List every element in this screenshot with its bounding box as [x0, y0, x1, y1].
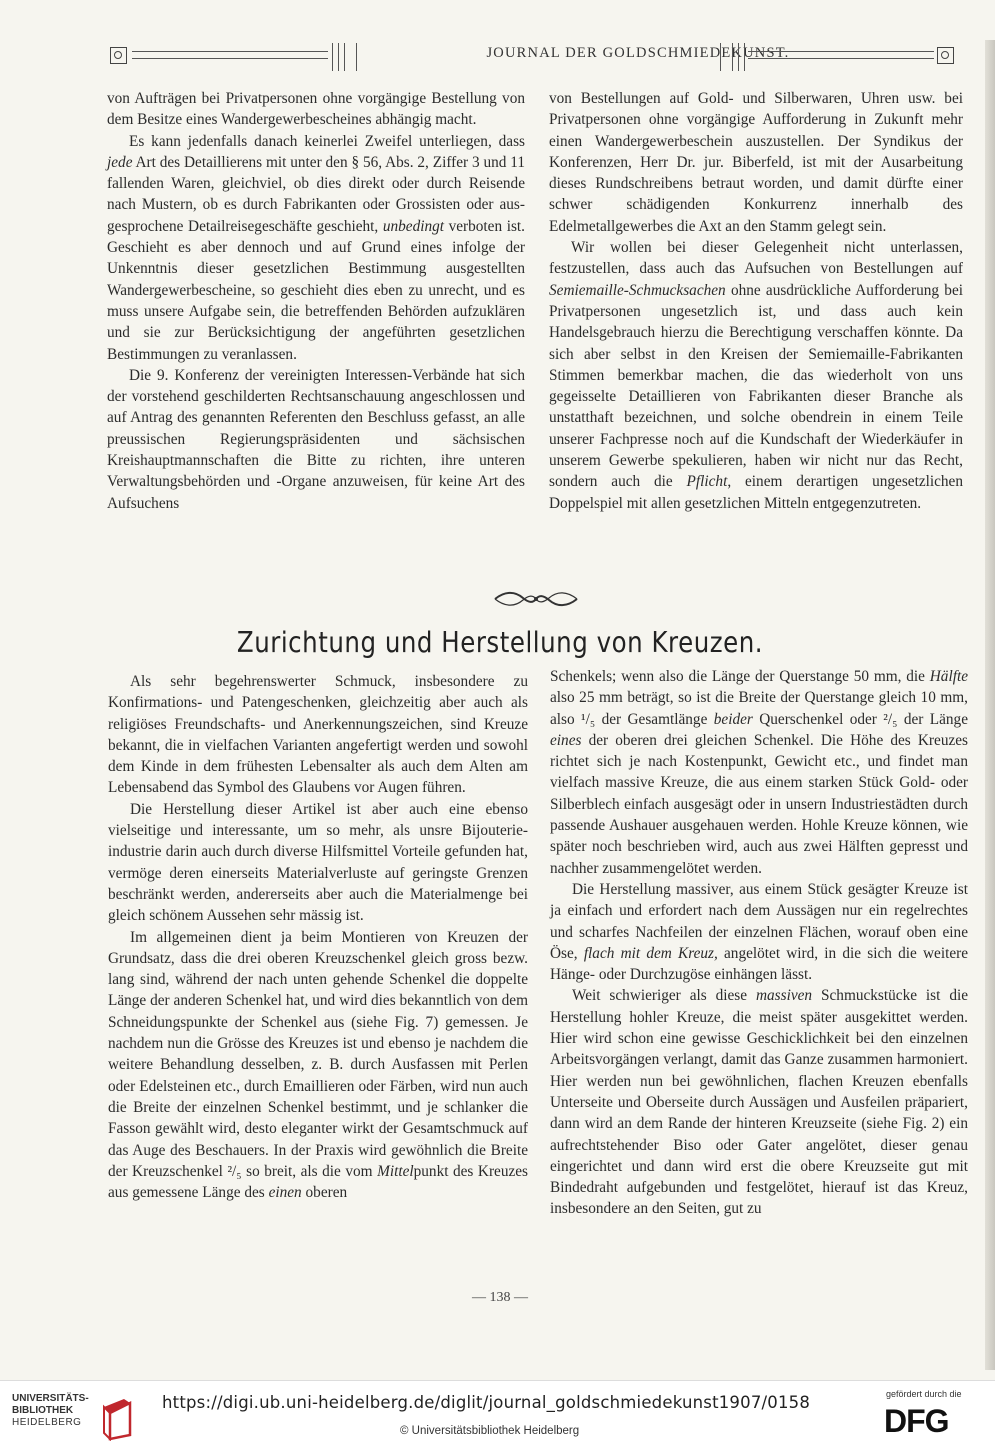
header-bar	[356, 43, 357, 71]
header-bar	[732, 43, 733, 71]
article-title: Zurichtung und Herstellung von Kreuzen.	[236, 626, 764, 659]
header-ornament-right-icon	[937, 47, 954, 64]
emphasis: einen	[268, 1184, 302, 1202]
header-bar	[738, 43, 739, 71]
emphasis: flach mit dem Kreuz,	[583, 944, 718, 962]
emphasis: Pflicht	[686, 473, 728, 491]
paragraph: Die 9. Konferenz der vereinigten Interessen-Verbände hat sich der vorstehend geschilderten Rechtsanschauung angeschlossen und auf Antrag des genannten Referenten den Beschluss gefasst, an alle preussischen Regierungspräsidenten und sächsischen Kreishauptmannschaften die Bitte zu richten, ihre unteren Verwaltungsbehörden und -Organe anzuweisen, für keine Art des Aufsuchens	[107, 366, 525, 512]
permalink-url[interactable]: https://digi.ub.uni-heidelberg.de/diglit/journal_goldschmiedekunst1907/0158	[162, 1393, 811, 1412]
text-column-bottom-left	[108, 671, 528, 1203]
paragraph: von Aufträgen bei Privatpersonen ohne vorgängige Bestellung von dem Besitze eines Wandergewerbescheines abhängig macht.	[107, 90, 525, 129]
emphasis: unbedingt	[382, 217, 445, 235]
paragraph: Die Herstellung massiver, aus einem Stück gesägter Kreuze ist ja einfach und erfordert nach dem Aussägen nur ein regelrechtes und scharfes Nachfeilen der einzelnen Flächen, worauf oben eine Öse, flach mit dem Kreuz, angelötet wird, in die sich die weitere Hänge- oder Durchzugöse einhängen lässt.	[550, 880, 968, 984]
library-name: UNIVERSITÄTS- BIBLIOTHEK HEIDELBERG	[12, 1393, 89, 1428]
text-column-top-left	[107, 88, 525, 514]
library-logo[interactable]	[12, 1393, 142, 1443]
paragraph: Im allgemeinen dient ja beim Montieren von Kreuzen der Grundsatz, dass die drei oberen Kreuzschenkel gleich gross bezw. lang sind, während der nach unten gehende Schenkel die doppelte Länge der anderen Schenkel hat, und wird dies bekanntlich von dem Schneidungspunkte der Schenkel aus (siehe Fig. 7) gemessen. Je nachdem nun die Grösse des Kreuzes ist und ebenso je nachdem die weitere Behandlung desselben, z. B. durch Ausfassen mit Perlen oder Edelsteinen etc., durch Emaillieren oder Färben, wird nun auch die Breite der einzelnen Schenkel bestimmt, und je schlanker die Fasson gewählt wird, desto eleganter wirkt der Gesamtschmuck auf das Auge des Beschauers. In der Praxis wird gewöhnlich die Breite der Kreuzschenkel ²/₅ so breit, als die vom Mittelpunkt des Kreuzes aus gemessene Länge des einen oberen	[108, 928, 529, 1202]
section-divider-ornament-icon	[493, 589, 579, 609]
paragraph: Schenkels; wenn also die Länge der Querstange 50 mm, die Hälfte also 25 mm beträgt, so ist die Breite der Querstange gleich 10 mm, also ¹/₅ der Gesamtlänge beider Querschenkel oder ²/₅ der Länge eines der oberen drei gleichen Schenkel. Die Höhe des Kreuzes richtet sich je nach Kostenpunkt, Gewicht etc., und findet man vielfach massive Kreuze, die aus einem starken Stück Gold- oder Silberblech einfach ausgesägt oder in unsern Industriestädten durch passende Aushauer ausgehauen werden. Hohle Kreuze können, wie später noch beschrieben wird, auch aus zwei Hälften gepresst und nachher zusammengelötet werden.	[550, 668, 968, 877]
emphasis: Mittel	[377, 1162, 414, 1180]
header-bar	[344, 43, 345, 71]
paragraph: Es kann jedenfalls danach keinerlei Zweifel unterliegen, dass jede Art des Detaillierens mit unter den § 56, Abs. 2, Ziffer 3 und 11 fallenden Waren, gleichviel, ob dies direkt oder durch Reisende nach Mustern, ob es durch Fabrikanten oder Grossisten oder ausgesprochene Detailreisegeschäfte geschieht, unbedingt verboten ist. Geschieht es aber dennoch und auf Grund eines infolge der Unkenntnis dieser gesetzlichen Bestimmung ausgestellten Wandergewerbescheine, so geschieht dies eben zu unrecht, und es muss unsere Aufgabe sein, die betreffenden Behörden aufzuklären und sie zur Berücksichtigung der angeführten gesetzlichen Bestimmungen zu veranlassen.	[107, 132, 525, 363]
header-ornament-left-icon	[110, 47, 127, 64]
page-edge-shadow	[985, 40, 995, 1370]
emphasis: beider	[713, 710, 753, 728]
emphasis: Semiemaille-Schmucksachen	[549, 281, 726, 299]
text-column-top-right	[549, 88, 963, 514]
page-number: — 138 —	[472, 1290, 528, 1305]
emphasis: eines	[550, 731, 582, 749]
library-mark-icon	[100, 1397, 140, 1441]
paragraph: Als sehr begehrenswerter Schmuck, insbesondere zu Konfirmations- und Patengeschenken, gleichzeitig aber auch als religiöses Freundschafts- und Anerkennungszeichen, sind Kreuze bekannt, die in vielfachen Varianten angefertigt werden und sowohl dem Kinde in dem frühesten Lebensalter als auch dem Alten am Lebensabend das Symbol des Glaubens vor Augen führen.	[108, 673, 528, 797]
digitization-footer	[0, 1380, 995, 1451]
journal-title: JOURNAL DER GOLDSCHMIEDEKUNST.	[486, 45, 790, 61]
header-bar	[744, 43, 745, 71]
emphasis: massiven	[755, 987, 813, 1005]
copyright-notice: © Universitätsbibliothek Heidelberg	[400, 1425, 580, 1437]
paragraph: von Bestellungen auf Gold- und Silberwaren, Uhren usw. bei Privatpersonen ohne vorgängige Aufforderung in Zukunft mehr einen Wandergewerbeschein auszustellen. Der Syndikus der Konferenzen, Herr Dr. jur. Biberfeld, ist mit der Ausarbeitung dieses Rundschreibens betraut worden, und damit dürfte einer schwer schädigenden Konkurrenz innerhalb des Edelmetallgewerbes die Axt an den Stamm gelegt sein.	[549, 90, 963, 235]
paragraph: Weit schwieriger als diese massiven Schmuckstücke ist die Herstellung hohler Kreuze, die meist später ausgekittet werden. Hier wird schon eine gewisse Geschicklichkeit bei den einzelnen Arbeitsvorgängen verlangt, damit das Ganze zusammen harmoniert. Hier werden nun bei gewöhnlichen, flachen Kreuzen ebenfalls Unterseite und Oberseite durch Aussägen und Ausfeilen präpariert, dann wird an dem Rande der hinteren Kreuzseite (siehe Fig. 2) ein aufrechtstehender Biso oder Gater angelötet, dieser genau eingerichtet und dann wird erst die obere Kreuzseite gut mit Bindedraht aufgebunden und festgelötet, hierauf ist das Kreuz, insbesondere an den Seiten, gut zu	[550, 987, 969, 1218]
paragraph: Wir wollen bei dieser Gelegenheit nicht unterlassen, festzustellen, dass auch das Aufsuchen von Bestellungen auf Semiemaille-Schmucksachen ohne ausdrückliche Aufforderung bei Privatpersonen ungesetzlich ist, und dass auch kein Handelsgebrauch hierzu die Berechtigung verschaffen könnte. Da sich aber selbst in den Kreisen der Semiemaille-Fabrikanten Stimmen bemerkbar machen, die das wiederholt von uns gegeisselte Detaillieren von Fabrikanten dieser Branche als unstatthaft bezeichnen, und solche obendrein in einem Teile unserer Fachpresse noch auf die Kundschaft der Wiederkäufer in unserem Gewerbe spekulieren, haben wir nicht nur das Recht, sondern auch die Pflicht, einem derartigen ungesetzlichen Doppelspiel mit allen gesetzlichen Mitteln entgegenzutreten.	[549, 239, 963, 512]
running-header	[108, 43, 958, 73]
header-bar	[720, 43, 721, 71]
header-rule	[132, 51, 328, 52]
header-bar	[338, 43, 339, 71]
header-bar	[332, 43, 333, 71]
text-column-bottom-right	[550, 666, 968, 1220]
header-rule	[748, 51, 934, 52]
emphasis: Hälfte	[929, 668, 968, 685]
emphasis: jede	[107, 153, 133, 171]
header-rule	[748, 58, 934, 59]
header-rule	[132, 58, 328, 59]
paragraph: Die Herstellung dieser Artikel ist aber auch eine ebenso vielseitige und interessante, um so mehr, als unsre Bijouterieindustrie darin auch durch diverse Hilfsmittel Vorteile gefunden hat, vermöge deren einerseits Materialverluste auf geringste Grenzen beschränkt werden, andererseits aber auch die Materialmenge bei gleich schönem Aussehen sehr mässig ist.	[108, 800, 528, 925]
funding-note: gefördert durch die	[886, 1389, 962, 1399]
dfg-logo[interactable]: DFG	[884, 1403, 949, 1439]
